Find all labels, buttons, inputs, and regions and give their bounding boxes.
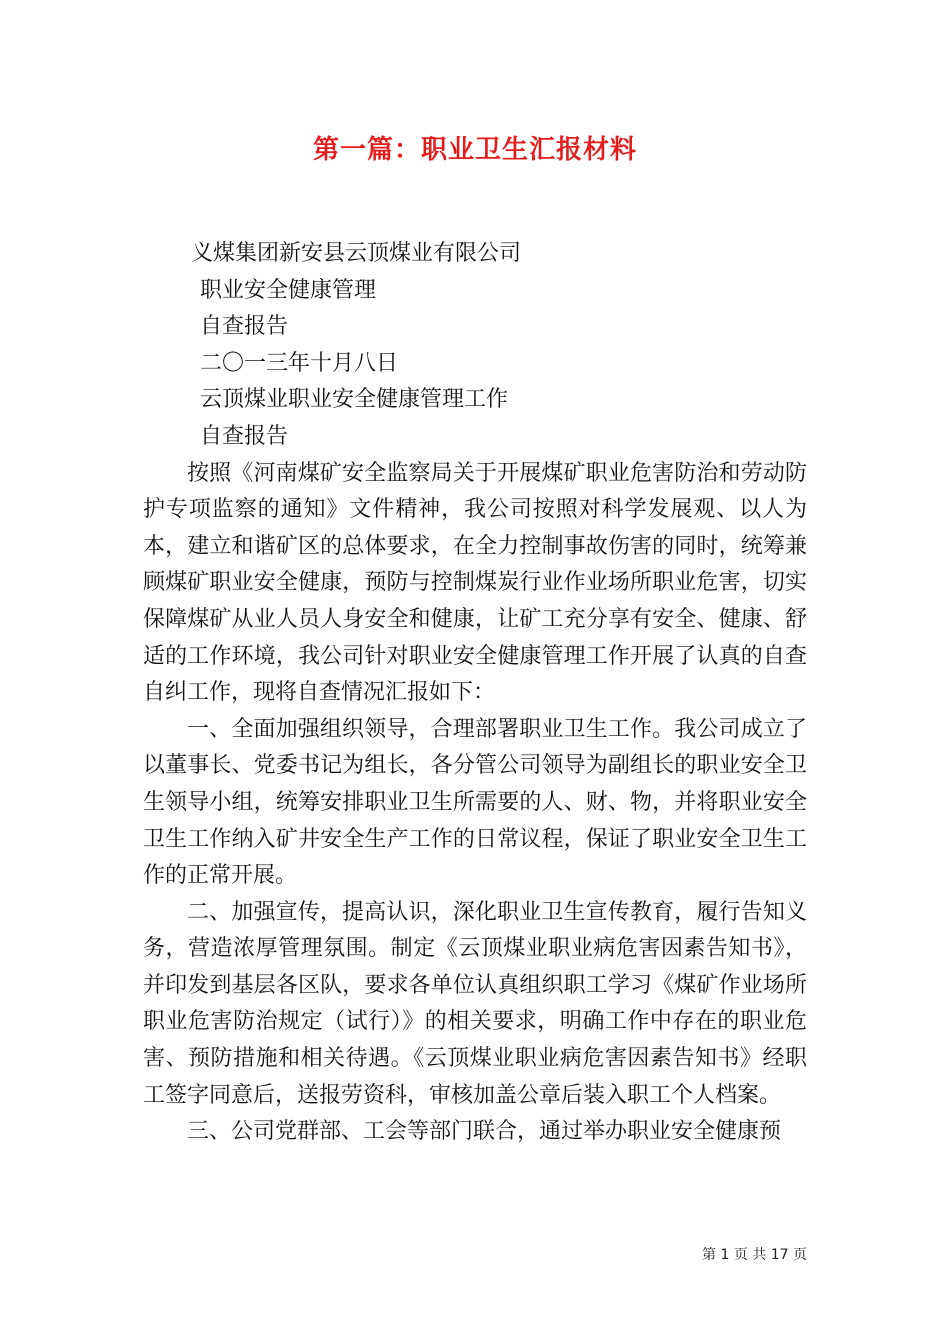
- report-date-line: 二〇一三年十月八日: [200, 350, 399, 376]
- document-body: [143, 236, 807, 1151]
- document-title: 第一篇：职业卫生汇报材料: [312, 135, 637, 165]
- company-name-line: 义煤集团新安县云顶煤业有限公司: [191, 241, 522, 266]
- paragraph-section-3: 三、公司党群部、工会等部门联合，通过举办职业安全健康预: [187, 1119, 782, 1145]
- paragraph-section-2: 二、加强宣传，提高认识，深化职业卫生宣传教育，履行告知义务，营造浓厚管理氛围。制定《云顶煤业职业病危害因素告知书》，并印发到基层各区队，要求各单位认真组织职工学习《煤矿作业场所职业危害防治规定（试行）》的相关要求，明确工作中存在的职业危害、预防措施和相关待遇。《云顶煤业职业病危害因素告知书》经职工签字同意后，送报劳资科，审核加盖公章后装入职工个人档案。: [143, 899, 807, 1108]
- paragraph-intro: 按照《河南煤矿安全监察局关于开展煤矿职业危害防治和劳动防护专项监察的通知》文件精神，我公司按照对科学发展观、以人为本，建立和谐矿区的总体要求，在全力控制事故伤害的同时，统筹兼顾煤矿职业安全健康，预防与控制煤炭行业作业场所职业危害，切实保障煤矿从业人员人身安全和健康，让矿工充分享有安全、健康、舒适的工作环境，我公司针对职业安全健康管理工作开展了认真的自查自纠工作，现将自查情况汇报如下：: [143, 460, 807, 706]
- report-heading-line: 云顶煤业职业安全健康管理工作: [200, 387, 509, 413]
- page-number-footer: 第 1 页 共 17 页: [702, 1247, 807, 1263]
- report-type-line: 自查报告: [200, 314, 289, 340]
- report-subject-line: 职业安全健康管理: [200, 277, 377, 303]
- report-heading-line-2: 自查报告: [200, 423, 289, 449]
- paragraph-section-1: 一、全面加强组织领导，合理部署职业卫生工作。我公司成立了以董事长、党委书记为组长，各分管公司领导为副组长的职业安全卫生领导小组，统筹安排职业卫生所需要的人、财、物，并将职业安全卫生工作纳入矿井安全生产工作的日常议程，保证了职业安全卫生工作的正常开展。: [143, 716, 807, 889]
